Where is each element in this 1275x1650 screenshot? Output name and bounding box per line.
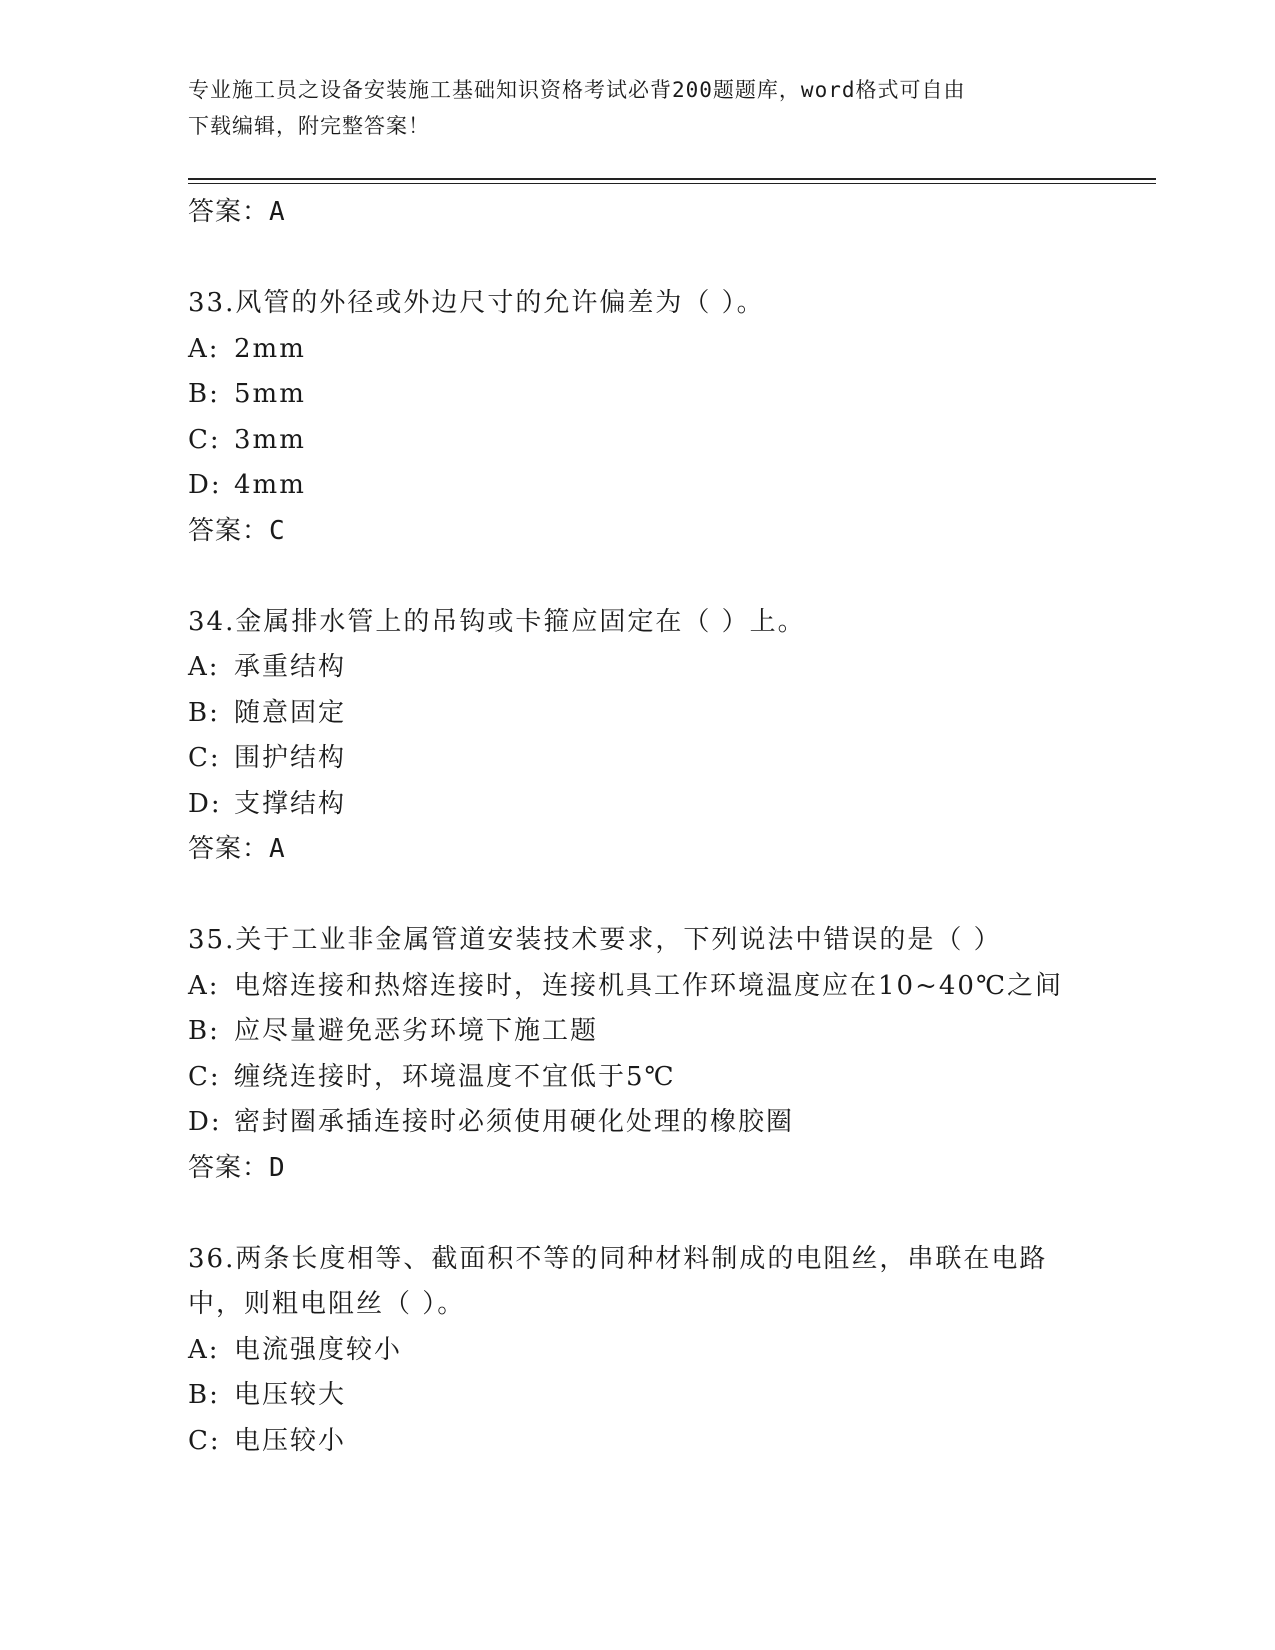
option-key: B:	[188, 379, 220, 409]
spacer	[188, 554, 1156, 600]
option-b	[188, 1373, 1156, 1419]
option-a	[188, 645, 1156, 691]
option-text: 随意固定	[234, 697, 347, 728]
option-key: B:	[188, 697, 220, 728]
option-c	[188, 418, 1156, 464]
option-b	[188, 372, 1156, 418]
option-c	[188, 1055, 1156, 1101]
option-b	[188, 691, 1156, 737]
spacer	[188, 873, 1156, 919]
question-block-35	[188, 918, 1156, 1191]
option-text: 支撑结构	[234, 788, 347, 819]
option-d	[188, 1100, 1156, 1146]
question-stem: 33.风管的外径或外边尺寸的允许偏差为（ ）。	[188, 288, 765, 318]
question-stem: 35.关于工业非金属管道安装技术要求，下列说法中错误的是（ ）	[188, 925, 1002, 955]
question-list	[188, 190, 1156, 1464]
header-line-1: 专业施工员之设备安装施工基础知识资格考试必背200题题库，word格式可自由	[188, 78, 966, 102]
option-key: D:	[188, 1107, 222, 1137]
answer: 答案：A	[188, 834, 286, 864]
option-a	[188, 327, 1156, 373]
option-key: C:	[188, 1061, 221, 1092]
option-key: A:	[188, 652, 220, 682]
header-rule-thin	[188, 183, 1156, 184]
option-text: 电压较大	[234, 1380, 347, 1410]
option-text: 密封圈承插连接时必须使用硬化处理的橡胶圈	[234, 1107, 795, 1137]
option-text: 5mm	[234, 379, 306, 409]
option-text: 电熔连接和热熔连接时，连接机具工作环境温度应在10~40℃之间	[234, 970, 1064, 1001]
spacer	[188, 236, 1156, 282]
option-text: 电压较小	[234, 1425, 347, 1456]
option-text: 4mm	[234, 470, 306, 500]
answer: 答案：D	[188, 1152, 286, 1183]
question-block-34	[188, 600, 1156, 873]
document-header	[188, 72, 1088, 144]
option-text: 承重结构	[234, 652, 347, 682]
option-b	[188, 1009, 1156, 1055]
option-text: 2mm	[234, 333, 306, 364]
option-key: D:	[188, 788, 222, 819]
option-key: A:	[188, 1334, 220, 1365]
option-text: 围护结构	[234, 743, 347, 773]
option-key: C:	[188, 424, 221, 455]
header-rule-thick	[188, 178, 1156, 180]
question-stem: 36.两条长度相等、截面积不等的同种材料制成的电阻丝，串联在电路	[188, 1243, 1048, 1274]
option-text: 应尽量避免恶劣环境下施工题	[234, 1016, 599, 1046]
answer: 答案：C	[188, 515, 286, 546]
question-stem: 34.金属排水管上的吊钩或卡箍应固定在（ ）上。	[188, 606, 806, 637]
question-block-36	[188, 1237, 1156, 1465]
option-key: B:	[188, 1016, 220, 1046]
option-text: 电流强度较小	[234, 1334, 403, 1365]
option-key: A:	[188, 970, 220, 1001]
option-c	[188, 736, 1156, 782]
option-key: D:	[188, 470, 222, 500]
option-a	[188, 964, 1156, 1010]
option-key: C:	[188, 1425, 221, 1456]
option-d	[188, 782, 1156, 828]
header-line-2: 下载编辑，附完整答案！	[188, 114, 430, 138]
question-stem-continued: 中，则粗电阻丝（ ）。	[188, 1289, 466, 1319]
option-key: A:	[188, 333, 220, 364]
spacer	[188, 1191, 1156, 1237]
option-text: 3mm	[234, 424, 306, 455]
option-key: B:	[188, 1380, 220, 1410]
option-d	[188, 463, 1156, 509]
option-a	[188, 1328, 1156, 1374]
question-block-33	[188, 281, 1156, 554]
option-text: 缠绕连接时，环境温度不宜低于5℃	[234, 1061, 676, 1092]
answer-q32: 答案：A	[188, 197, 286, 227]
option-key: C:	[188, 743, 221, 773]
option-c	[188, 1419, 1156, 1465]
